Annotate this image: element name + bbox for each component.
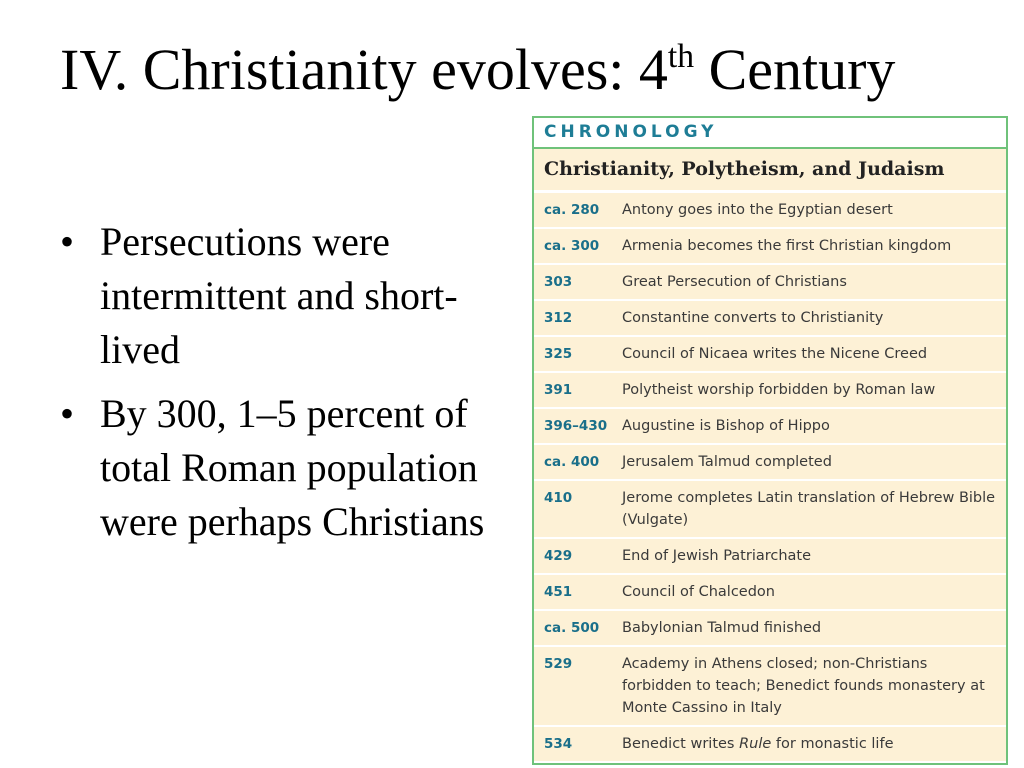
row-event: Polytheist worship forbidden by Roman law <box>622 382 936 398</box>
bullet-text: Persecutions were intermittent and short-lived <box>100 219 458 372</box>
row-year: 396–430 <box>544 418 608 434</box>
chronology-row <box>534 727 1006 763</box>
row-year: ca. 280 <box>544 202 600 218</box>
title-superscript: th <box>667 38 695 75</box>
row-event-text: for monastic life <box>771 736 894 752</box>
row-year: ca. 300 <box>544 238 600 254</box>
chronology-row <box>534 539 1006 575</box>
row-year: ca. 400 <box>544 454 600 470</box>
chronology-row <box>534 193 1006 229</box>
row-year: 303 <box>544 274 573 290</box>
row-event: Jerusalem Talmud completed <box>622 454 832 470</box>
row-year: 312 <box>544 310 573 326</box>
row-year: ca. 500 <box>544 620 600 636</box>
chronology-row <box>534 373 1006 409</box>
row-year: 429 <box>544 548 573 564</box>
row-event <box>622 733 1006 755</box>
bullet-list <box>60 215 490 559</box>
chronology-row <box>534 481 1006 539</box>
bullet-dot-icon: • <box>60 391 75 436</box>
bullet-dot-icon: • <box>60 219 75 264</box>
chronology-row <box>534 647 1006 727</box>
chronology-row <box>534 409 1006 445</box>
row-event: Jerome completes Latin translation of Hebrew Bible (Vulgate) <box>622 490 996 528</box>
row-event: Council of Chalcedon <box>622 584 775 600</box>
row-event: Great Persecution of Christians <box>622 274 847 290</box>
row-event: Antony goes into the Egyptian desert <box>622 202 893 218</box>
row-event: Academy in Athens closed; non-Christians forbidden to teach; Benedict founds monastery at Monte Cassino in Italy <box>622 656 985 716</box>
chronology-row <box>534 265 1006 301</box>
row-event: Constantine converts to Christianity <box>622 310 884 326</box>
row-event: Armenia becomes the first Christian kingdom <box>622 238 952 254</box>
row-year: 325 <box>544 346 573 362</box>
chronology-row <box>534 301 1006 337</box>
slide-title <box>60 38 895 102</box>
chronology-row <box>534 611 1006 647</box>
chronology-label: CHRONOLOGY <box>534 118 1006 149</box>
row-year: 391 <box>544 382 573 398</box>
bullet-item <box>60 387 490 549</box>
row-event-italic: Rule <box>739 736 772 752</box>
row-event-text: Benedict writes <box>622 736 740 752</box>
chronology-row <box>534 445 1006 481</box>
chronology-row <box>534 229 1006 265</box>
row-year: 410 <box>544 490 573 506</box>
chronology-title: Christianity, Polytheism, and Judaism <box>534 149 1006 193</box>
bullet-item <box>60 215 490 377</box>
row-year: 529 <box>544 656 573 672</box>
row-year: 534 <box>544 736 573 752</box>
bullet-text: By 300, 1–5 percent of total Roman population were perhaps Christians <box>100 391 485 544</box>
chronology-row <box>534 337 1006 373</box>
row-event: Augustine is Bishop of Hippo <box>622 418 830 434</box>
row-event: Babylonian Talmud finished <box>622 620 822 636</box>
title-main: IV. Christianity evolves: 4 <box>60 37 668 102</box>
title-end: Century <box>694 37 896 102</box>
row-year: 451 <box>544 584 573 600</box>
row-event: Council of Nicaea writes the Nicene Creed <box>622 346 928 362</box>
chronology-row <box>534 575 1006 611</box>
row-event: End of Jewish Patriarchate <box>622 548 812 564</box>
chronology-table <box>532 116 1008 765</box>
